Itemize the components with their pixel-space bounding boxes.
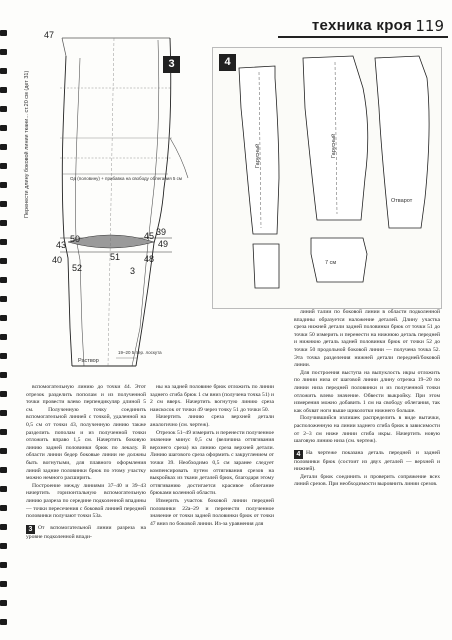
- point-45: 45: [144, 231, 155, 241]
- binding-mark: [0, 619, 7, 625]
- binding-mark: [0, 277, 7, 283]
- vertical-note: Перенести длину боковой линии ткани... ст.20 см (дет 31): [24, 70, 30, 218]
- binding-mark: [0, 543, 7, 549]
- figure-3: [20, 28, 210, 378]
- figure-3-drawing: [20, 28, 210, 378]
- grain-label-left: Гарусный: [255, 143, 261, 168]
- binding-mark: [0, 87, 7, 93]
- paragraph: Для построения выступа на выпуклость икры отложить по линии низа от шаговой линии длину отрезка 19–20 по линии низа передней половинки и из полученной точки отложить влево значение. Обвести выкройку. При этом измерения можно добавить 1 см на свободу облегания, так как обхват ноги выше щиколотки нижнего больше.: [294, 369, 440, 414]
- figure-3-badge: 3: [163, 56, 180, 73]
- step-4-text: На чертеже показана деталь передней и задней половинки брюк (состоит из двух деталей — верхней и нижней).: [294, 449, 440, 473]
- binding-mark: [0, 353, 7, 359]
- binding-mark: [0, 49, 7, 55]
- paragraph: линий талии по боковой линии в области подколенной впадины образуется наложение деталей. Длину участка среза нижней детали задней половинки брюк от точки 51 до точки 50 измерить и перенести на нижнюю деталь передней и нижнюю деталь задней половинки брюк от точки 52 до точки 50 продольной боковой линии — получена точка 52. Эта точка разделения нижней детали передней/боковой линии.: [294, 309, 440, 369]
- bottom-note: 19–20 5 пер. лоскута: [118, 350, 162, 355]
- step-4-badge: 4: [294, 450, 303, 459]
- step-3-badge: 3: [26, 525, 35, 534]
- paragraph: Построение между линиями 37–40 и 39–43 начертить горизонтальную вспомогательную линию разреза по середине подколенной впадины — точки пересечения с боковой линией передней половинки получают точки 53а.: [26, 482, 146, 520]
- point-51: 51: [110, 252, 121, 262]
- binding-mark: [0, 467, 7, 473]
- binding-mark: [0, 296, 7, 302]
- binding-mark: [0, 562, 7, 568]
- binding-mark: [0, 239, 7, 245]
- point-47: 47: [44, 30, 55, 40]
- header-rule: [278, 36, 448, 38]
- page-number: 119: [415, 17, 444, 35]
- binding-mark: [0, 315, 7, 321]
- paragraph: Получившийся излишек распределить в виде вытачки, расположенную на линии заднего сгиба брюк в зависимости от 2–3 см ниже линии сгиба икры. Начертить новую шаговую линию низа (см. чертеж).: [294, 415, 440, 445]
- binding-mark: [0, 505, 7, 511]
- binding-mark: [0, 182, 7, 188]
- binding-mark: [0, 334, 7, 340]
- paragraph: Детали брюк соединить и проверить сопряжение всех линий срезов. При необходимости выровнить линии срезов.: [294, 473, 440, 488]
- binding-mark: [0, 144, 7, 150]
- binding-mark: [0, 30, 7, 36]
- paragraph-step-3: [26, 525, 146, 542]
- point-49: 49: [158, 239, 169, 249]
- paragraph: Измерить участок боковой линии передней половинки 22а–29 и перенести полученное значение от точки задней половинки брюк от точки 47 вниз по боковой линии. Из-за уравнения для: [150, 497, 274, 527]
- binding-mark: [0, 220, 7, 226]
- paragraph: Начертить линию среза верхней детали аналогично (см. чертеж).: [150, 414, 274, 428]
- rastvor-label: Раствор: [78, 358, 99, 364]
- binding-mark: [0, 581, 7, 587]
- binding-mark: [0, 201, 7, 207]
- binding-mark: [0, 163, 7, 169]
- binding-mark: [0, 391, 7, 397]
- figure-4-drawing: [213, 48, 441, 308]
- point-48: 48: [144, 254, 155, 264]
- paragraph: ны на задней половине брюк отложить по линии заднего сгиба брюк 1 см вниз (получена точка 51) и 2 см вверх. Начертить вогнутую линию среза наискосок от точки 49 через точку 51 до точки 50.: [150, 384, 274, 413]
- step-3-text: От вспомогательной линии разреза на уровне подколенной впади-: [26, 524, 146, 540]
- binding-mark: [0, 68, 7, 74]
- point-3: 3: [130, 266, 136, 276]
- binding-mark: [0, 429, 7, 435]
- binding-mark: [0, 372, 7, 378]
- page-header: [278, 14, 448, 38]
- paragraph: вспомогательную линию до точки 44. Этот отрезок разделить пополам и из полученной точки провести влево перпендикуляр длиной 5 см. Полученную точку соединить вспомогательной линией с точкой, удаленной на 0,5 см от точки 43, полученную линию также разделить пополам и из полученной точки отложить вправо 1,5 см. Начертить боковую линию задней половинки брюк по лекалу. В области линии бедер боковые линии не должны быть вогнутыми, для плавного оформления линий задние половинки брюк по этому участку можно немного расширить.: [26, 384, 146, 482]
- binding-mark: [0, 486, 7, 492]
- binding-mark: [0, 448, 7, 454]
- point-40: 40: [52, 255, 63, 265]
- point-39: 39: [156, 227, 167, 237]
- text-column-3: [294, 309, 440, 489]
- point-52: 52: [72, 263, 83, 273]
- binding-mark: [0, 600, 7, 606]
- point-43: 43: [56, 240, 67, 250]
- pleat-label: 7 см: [325, 260, 337, 266]
- figure-4-badge: 4: [219, 54, 236, 71]
- binding-mark: [0, 125, 7, 131]
- text-column-2: [150, 384, 274, 528]
- text-column-1: [26, 384, 146, 541]
- binding-mark: [0, 410, 7, 416]
- width-note: Од (половину) + прибавка на свободу облегания 5 см: [70, 176, 182, 181]
- grain-label-right: Гарусный: [331, 133, 337, 158]
- paragraph: Отрезок 51–49 измерить и перенести полученное значение минус 0,5 см (величина оттягивания верхнего среза) на линию среза верхней детали. Линию шагового среза оформить с закруглением от точки 39. Необходимо 0,5 см заранее следует компенсировать путем оттягивания срезов на выкройках из ткани деталей брюк, благодаря этому оттягиванию достигается красивое облегание брюками коленной области.: [150, 429, 274, 497]
- binding-mark: [0, 258, 7, 264]
- binding-mark: [0, 106, 7, 112]
- section-title: техника кроя: [311, 17, 412, 34]
- binding-marks: [0, 0, 12, 640]
- figure-4: [212, 47, 442, 309]
- point-50: 50: [70, 234, 81, 244]
- paragraph-step-4: [294, 450, 440, 474]
- otvarot-label: Отварот: [391, 198, 413, 204]
- binding-mark: [0, 524, 7, 530]
